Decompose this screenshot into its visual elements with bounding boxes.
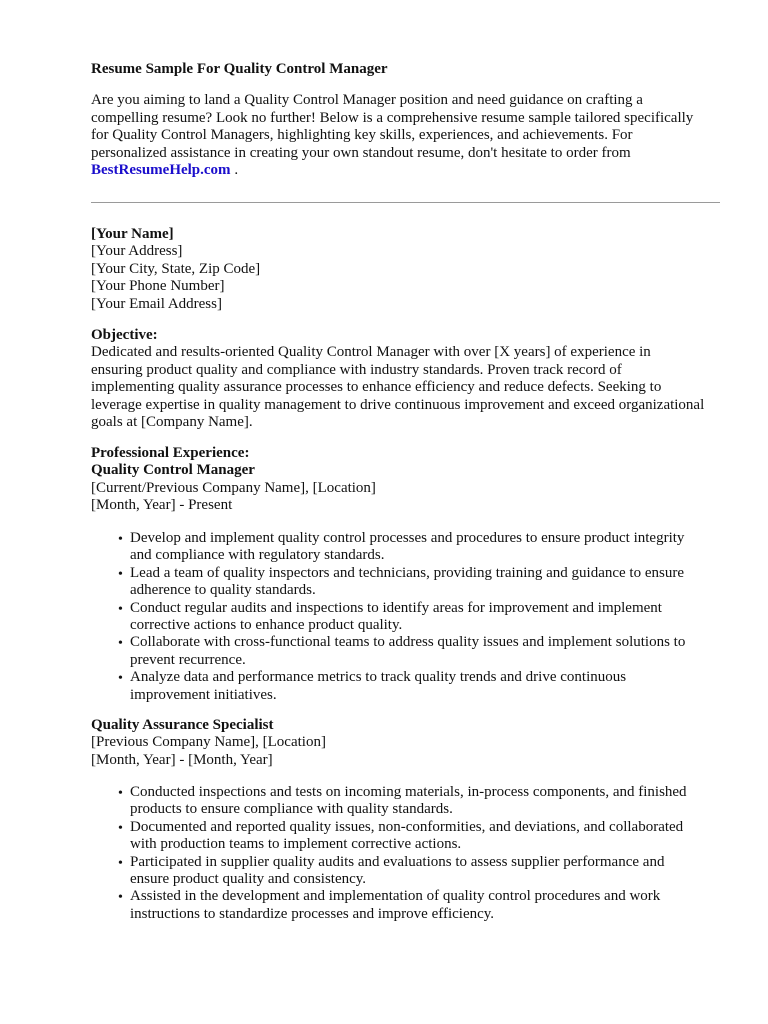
list-item <box>91 565 731 600</box>
intro-line: compelling resume? Look no further! Below is a comprehensive resume sample tailored specifically <box>91 109 694 126</box>
bullet-text: Develop and implement quality control processes and procedures to ensure product integrity <box>130 530 685 546</box>
list-item <box>91 669 731 704</box>
job-title: Quality Control Manager <box>91 462 255 479</box>
bullet-icon: • <box>118 890 123 906</box>
list-item <box>91 888 731 923</box>
experience-section <box>91 445 731 515</box>
bullet-text: Analyze data and performance metrics to track quality trends and drive continuous <box>130 669 627 686</box>
job-2-header <box>91 717 731 769</box>
bullet-text: Assisted in the development and implementation of quality control procedures and work <box>130 888 661 905</box>
job-dates: [Month, Year] - [Month, Year] <box>91 751 273 768</box>
objective-line: Dedicated and results-oriented Quality Control Manager with over [X years] of experience in <box>91 344 651 361</box>
bullet-text: Collaborate with cross-functional teams to address quality issues and implement solutions to <box>130 634 686 651</box>
bullet-text: Documented and reported quality issues, non-conformities, and deviations, and collaborated <box>130 818 684 835</box>
list-item <box>91 819 731 854</box>
job-1-bullets <box>91 530 731 704</box>
bullet-icon: • <box>118 820 123 836</box>
job-company: [Current/Previous Company Name], [Location] <box>91 479 376 496</box>
contact-block <box>91 226 731 313</box>
bullet-text: improvement initiatives. <box>130 686 277 703</box>
contact-phone: [Your Phone Number] <box>91 278 225 295</box>
intro-link-line <box>91 162 731 179</box>
list-item <box>91 634 731 669</box>
job-2-bullets <box>91 784 731 923</box>
job-dates: [Month, Year] - Present <box>91 497 233 514</box>
bullet-text: ensure product quality and consistency. <box>130 871 367 888</box>
intro-section <box>91 61 731 179</box>
objective-line: implementing quality assurance processes to enhance efficiency and reduce defects. Seeking to <box>91 379 662 396</box>
bullet-text: adherence to quality standards. <box>130 582 316 599</box>
job-title: Quality Assurance Specialist <box>91 717 274 733</box>
intro-period: . <box>234 162 239 179</box>
bullet-text: Conduct regular audits and inspections to identify areas for improvement and implement <box>130 599 662 616</box>
list-item <box>91 854 731 889</box>
bullet-text: and compliance with regulatory standards. <box>130 547 385 564</box>
bullet-icon: • <box>118 786 123 801</box>
objective-section <box>91 327 731 431</box>
intro-paragraph <box>91 92 731 179</box>
intro-line: for Quality Control Managers, highlighting key skills, experiences, and achievements. For <box>91 127 633 144</box>
intro-line: personalized assistance in creating your own standout resume, don't hesitate to order from <box>91 144 631 161</box>
list-item <box>91 600 731 635</box>
bestresumehelp-link[interactable]: BestResumeHelp.com <box>91 162 231 179</box>
contact-address: [Your Address] <box>91 243 183 260</box>
objective-line: ensuring product quality and compliance with industry standards. Proven track record of <box>91 361 622 378</box>
bullet-icon: • <box>118 601 123 617</box>
experience-heading: Professional Experience: <box>91 445 250 461</box>
list-item <box>91 530 731 565</box>
bullet-icon: • <box>118 636 123 652</box>
bullet-text: products to ensure compliance with quality standards. <box>130 801 453 818</box>
bullet-text: Participated in supplier quality audits and evaluations to assess supplier performance and <box>130 853 665 870</box>
page-title: Resume Sample For Quality Control Manager <box>91 61 388 77</box>
bullet-text: Lead a team of quality inspectors and technicians, providing training and guidance to ensure <box>130 564 684 581</box>
bullet-text: Conducted inspections and tests on incoming materials, in-process components, and finished <box>130 784 687 800</box>
contact-name: [Your Name] <box>91 226 174 242</box>
objective-heading: Objective: <box>91 327 158 343</box>
bullet-icon: • <box>118 671 123 687</box>
bullet-icon: • <box>118 532 123 547</box>
objective-line: leverage expertise in quality management to drive continuous improvement and exceed organizational <box>91 396 705 413</box>
bullet-icon: • <box>118 566 123 582</box>
horizontal-divider <box>91 202 720 203</box>
bullet-text: instructions to standardize processes and improve efficiency. <box>130 905 495 922</box>
bullet-list <box>91 530 731 704</box>
contact-email: [Your Email Address] <box>91 295 222 312</box>
bullet-text: prevent recurrence. <box>130 651 246 668</box>
intro-line: Are you aiming to land a Quality Control Manager position and need guidance on crafting a <box>91 92 643 109</box>
bullet-text: corrective actions to enhance product quality. <box>130 617 403 634</box>
objective-line: goals at [Company Name]. <box>91 414 253 431</box>
bullet-icon: • <box>118 855 123 871</box>
list-item <box>91 784 731 819</box>
bullet-text: with production teams to implement corrective actions. <box>130 836 462 853</box>
contact-city: [Your City, State, Zip Code] <box>91 260 261 277</box>
job-company: [Previous Company Name], [Location] <box>91 734 326 751</box>
bullet-list <box>91 784 731 923</box>
